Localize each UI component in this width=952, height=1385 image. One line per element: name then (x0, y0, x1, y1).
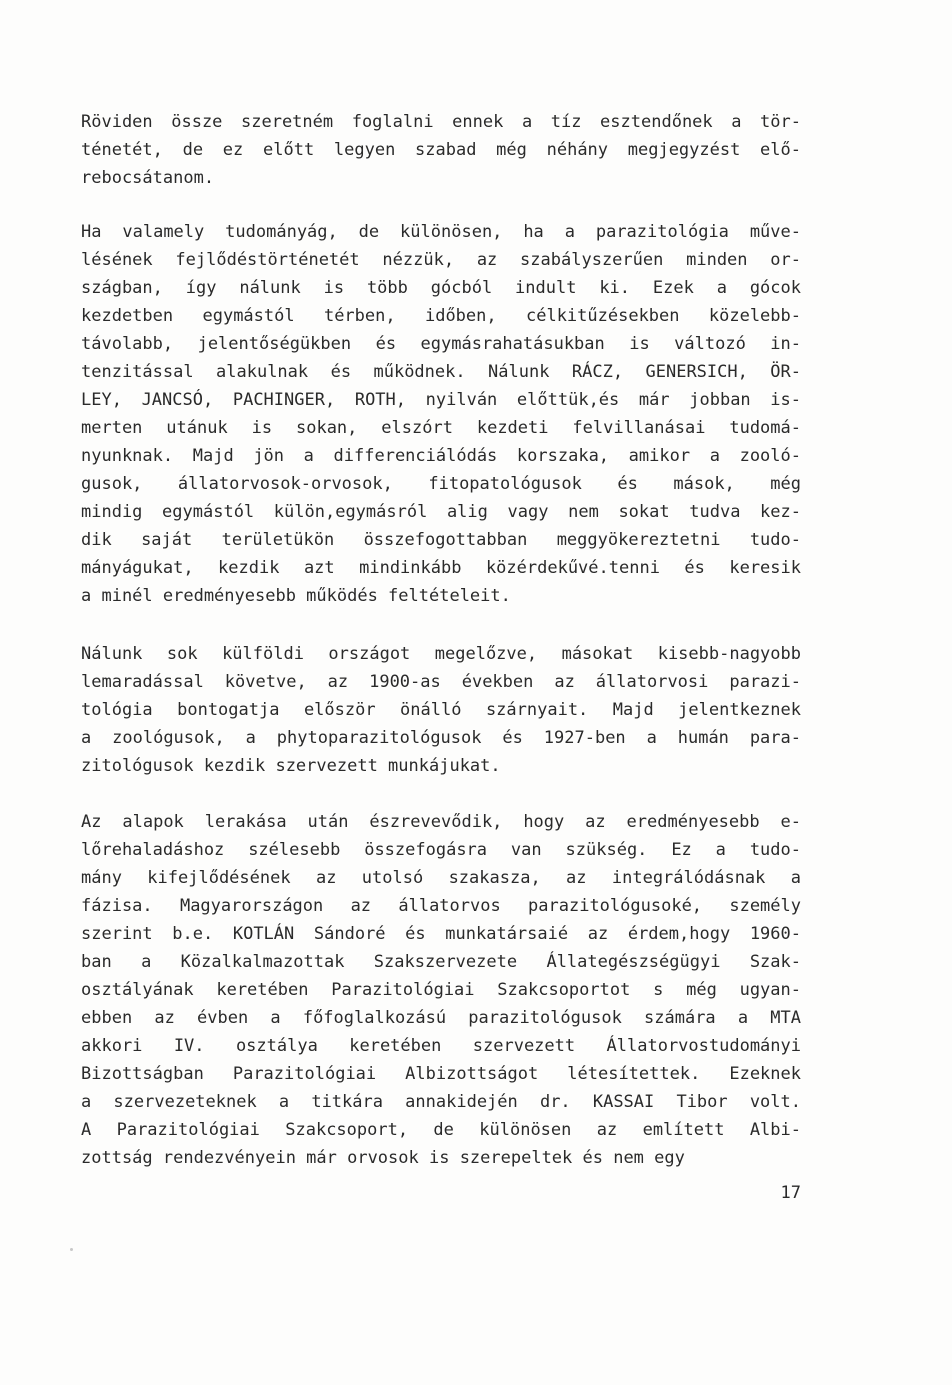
text-line: zottság rendezvényein már orvosok is szerepeltek és nem egy (81, 1148, 685, 1168)
text-line: Az alapok lerakása után észrevevődik, hogy az eredményesebb e- (81, 812, 801, 832)
text-line: lemaradással követve, az 1900-as években az állatorvosi parazi- (81, 672, 801, 692)
text-line: Nálunk sok külföldi országot megelőzve, másokat kisebb-nagyobb (81, 644, 801, 664)
text-line: akkori IV. osztálya keretében szervezett Állatorvostudományi (81, 1036, 801, 1056)
paragraph-integration (81, 808, 801, 1172)
text-line: a szervezeteknek a titkára annakidején dr. KASSAI Tibor volt. (81, 1092, 801, 1112)
text-line: osztályának keretében Parazitológiai Szakcsoportot s még ugyan- (81, 980, 801, 1000)
text-line: Bizottságban Parazitológiai Albizottságot létesítettek. Ezeknek (81, 1064, 801, 1084)
text-line: Röviden össze szeretném foglalni ennek a tíz esztendőnek a tör- (81, 112, 801, 132)
text-line: rebocsátanom. (81, 168, 215, 188)
text-line: mányágukat, kezdik azt mindinkább közérdekűvé.tenni és keresik (81, 558, 801, 578)
text-line: mány kifejlődésének az utolsó szakasza, az integrálódásnak a (81, 868, 801, 888)
text-line: LEY, JANCSÓ, PACHINGER, ROTH, nyilván előttük,és már jobban is- (81, 390, 801, 410)
text-line: dik saját területükön összefogottabban meggyökereztetni tudo- (81, 530, 801, 550)
text-line: mindig egymástól külön,egymásról alig vagy nem sokat tudva kez- (81, 502, 801, 522)
text-line: ténetét, de ez előtt legyen szabad még néhány megjegyzést elő- (81, 140, 801, 160)
text-line: A Parazitológiai Szakcsoport, de különösen az említett Albi- (81, 1120, 801, 1140)
text-line: kezdetben egymástól térben, időben, célkitűzésekben közelebb- (81, 306, 801, 326)
text-line: ebben az évben a főfoglalkozású parazitológusok számára a MTA (81, 1008, 801, 1028)
text-line: Ha valamely tudományág, de különösen, ha a parazitológia műve- (81, 222, 801, 242)
text-line: merten utánuk is sokan, elszórt kezdeti felvillanásai tudomá- (81, 418, 801, 438)
text-line: fázisa. Magyarországon az állatorvos parazitológusoké, személy (81, 896, 801, 916)
paragraph-intro (81, 108, 801, 192)
text-line: gusok, állatorvosok-orvosok, fitopatológusok és mások, még (81, 474, 801, 494)
text-line: tológia bontogatja először önálló szárnyait. Majd jelentkeznek (81, 700, 801, 720)
paragraph-history (81, 218, 801, 610)
paper-speck (70, 1248, 73, 1251)
text-line: lőrehaladáshoz szélesebb összefogásra van szükség. Ez a tudo- (81, 840, 801, 860)
text-line: távolabb, jelentőségükben és egymásrahatásukban is változó in- (81, 334, 801, 354)
text-line: szerint b.e. KOTLÁN Sándoré és munkatársaié az érdem,hogy 1960- (81, 924, 801, 944)
text-line: nyunknak. Majd jön a differenciálódás korszaka, amikor a zooló- (81, 446, 801, 466)
text-line: ban a Közalkalmazottak Szakszervezete Állategészségügyi Szak- (81, 952, 801, 972)
text-line: tenzitással alakulnak és működnek. Nálunk RÁCZ, GENERSICH, ÖR- (81, 362, 801, 382)
paragraph-beginnings (81, 640, 801, 780)
page-number: 17 (780, 1183, 801, 1203)
text-line: a minél eredményesebb működés feltételeit. (81, 586, 511, 606)
text-line: lésének fejlődéstörténetét nézzük, az szabályszerűen minden or- (81, 250, 801, 270)
text-line: szágban, így nálunk is több gócból indult ki. Ezek a gócok (81, 278, 801, 298)
text-line: a zoológusok, a phytoparazitológusok és 1927-ben a humán para- (81, 728, 801, 748)
text-line: zitológusok kezdik szervezett munkájukat. (81, 756, 501, 776)
